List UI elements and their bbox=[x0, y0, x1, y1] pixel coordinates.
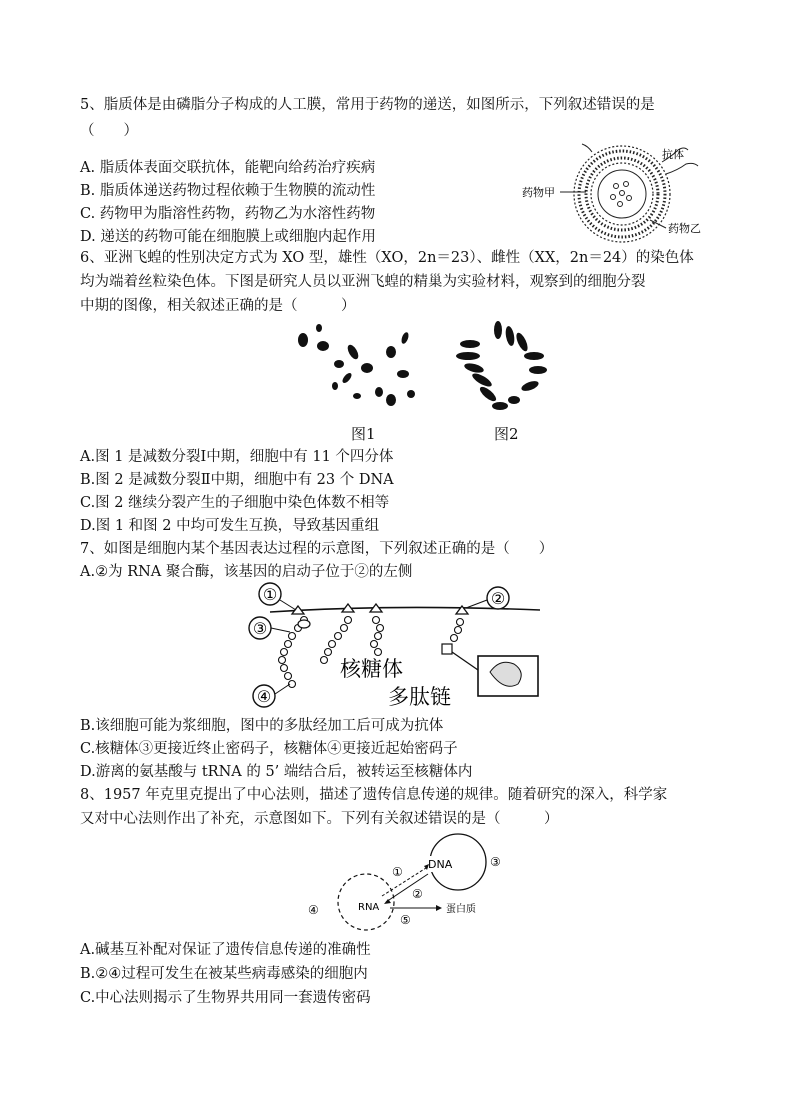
q7-option-a: A.②为 RNA 聚合酶，该基因的启动子位于②的左侧 bbox=[80, 564, 413, 580]
drug-a-label: 药物甲 bbox=[522, 186, 555, 199]
label-circle-4: ④ bbox=[256, 687, 272, 706]
q8-stem-line2: 又对中心法则作出了补充，示意图如下。下列有关叙述错误的是（ ） bbox=[80, 811, 559, 827]
label-circle-2: ② bbox=[490, 589, 506, 608]
label-process-1: ① bbox=[392, 865, 403, 879]
label-circle-3: ③ bbox=[252, 619, 268, 638]
inset-pointer bbox=[452, 652, 478, 670]
label-process-5: ⑤ bbox=[400, 913, 411, 927]
rna-node: RNA bbox=[358, 902, 380, 913]
dna-node: DNA bbox=[428, 858, 453, 871]
q8-option-b: B.②④过程可发生在被某些病毒感染的细胞内 bbox=[80, 966, 368, 982]
q6-stem-line2: 均为端着丝粒染色体。下图是研究人员以亚洲飞蝗的精巢为实验材料，观察到的细胞分裂 bbox=[80, 274, 646, 290]
q8-option-c: C.中心法则揭示了生物界共用同一套遗传密码 bbox=[80, 990, 371, 1006]
q6-option-c: C.图 2 继续分裂产生的子细胞中染色体数不相等 bbox=[80, 495, 390, 511]
q6-stem-line1: 6、亚洲飞蝗的性别决定方式为 XO 型，雄性（XO，2n＝23）、雌性（XX，2n＝24）的染色体 bbox=[80, 250, 694, 266]
liposome-figure bbox=[520, 140, 720, 250]
label-process-3: ③ bbox=[490, 855, 501, 869]
figure-2-caption: 图2 bbox=[494, 425, 519, 443]
q8-option-a: A.碱基互补配对保证了遗传信息传递的准确性 bbox=[80, 942, 371, 958]
q6-option-a: A.图 1 是减数分裂Ⅰ中期，细胞中有 11 个四分体 bbox=[80, 449, 394, 465]
drug-b-pointer bbox=[650, 220, 666, 228]
q7-stem: 7、如图是细胞内某个基因表达过程的示意图，下列叙述正确的是（ ） bbox=[80, 541, 554, 557]
protein-node: 蛋白质 bbox=[446, 904, 476, 915]
q6-option-d: D.图 1 和图 2 中均可发生互换，导致基因重组 bbox=[80, 518, 380, 534]
drug-b-label: 药物乙 bbox=[668, 222, 701, 235]
chromosome-figure-2 bbox=[456, 316, 556, 416]
q5-option-c: C. 药物甲为脂溶性药物，药物乙为水溶性药物 bbox=[80, 206, 376, 222]
chromosome-figure-1 bbox=[295, 322, 425, 412]
label-process-4: ④ bbox=[308, 903, 319, 917]
q5-option-d: D. 递送的药物可能在细胞膜上或细胞内起作用 bbox=[80, 229, 376, 245]
figure-1-caption: 图1 bbox=[351, 425, 376, 443]
ribosome-label: 核糖体 bbox=[340, 657, 403, 681]
q7-option-d: D.游离的氨基酸与 tRNA 的 5’ 端结合后，被转运至核糖体内 bbox=[80, 764, 473, 780]
q7-option-c: C.核糖体③更接近终止密码子，核糖体④更接近起始密码子 bbox=[80, 741, 458, 757]
q5-stem-line1: 5、脂质体是由磷脂分子构成的人工膜，常用于药物的递送，如图所示，下列叙述错误的是 bbox=[80, 97, 655, 113]
q8-stem-line1: 8、1957 年克里克提出了中心法则，描述了遗传信息传递的规律。随着研究的深入，科学家 bbox=[80, 787, 668, 803]
polypeptide-label: 多肽链 bbox=[388, 685, 451, 709]
antibody-label: 抗体 bbox=[662, 148, 684, 161]
q5-stem-line2: （ ） bbox=[80, 123, 138, 139]
q6-option-b: B.图 2 是减数分裂Ⅱ中期，细胞中有 23 个 DNA bbox=[80, 472, 394, 488]
gene-expression-figure bbox=[240, 584, 560, 709]
central-dogma-figure bbox=[300, 832, 520, 932]
q6-stem-line3: 中期的图像，相关叙述正确的是（ ） bbox=[80, 298, 356, 314]
q5-option-b: B. 脂质体递送药物过程依赖于生物膜的流动性 bbox=[80, 183, 376, 199]
q7-option-b: B.该细胞可能为浆细胞，图中的多肽经加工后可成为抗体 bbox=[80, 718, 444, 734]
label-process-2: ② bbox=[412, 887, 423, 901]
label-circle-1: ① bbox=[262, 585, 278, 604]
q5-option-a: A. 脂质体表面交联抗体，能靶向给药治疗疾病 bbox=[80, 160, 376, 176]
